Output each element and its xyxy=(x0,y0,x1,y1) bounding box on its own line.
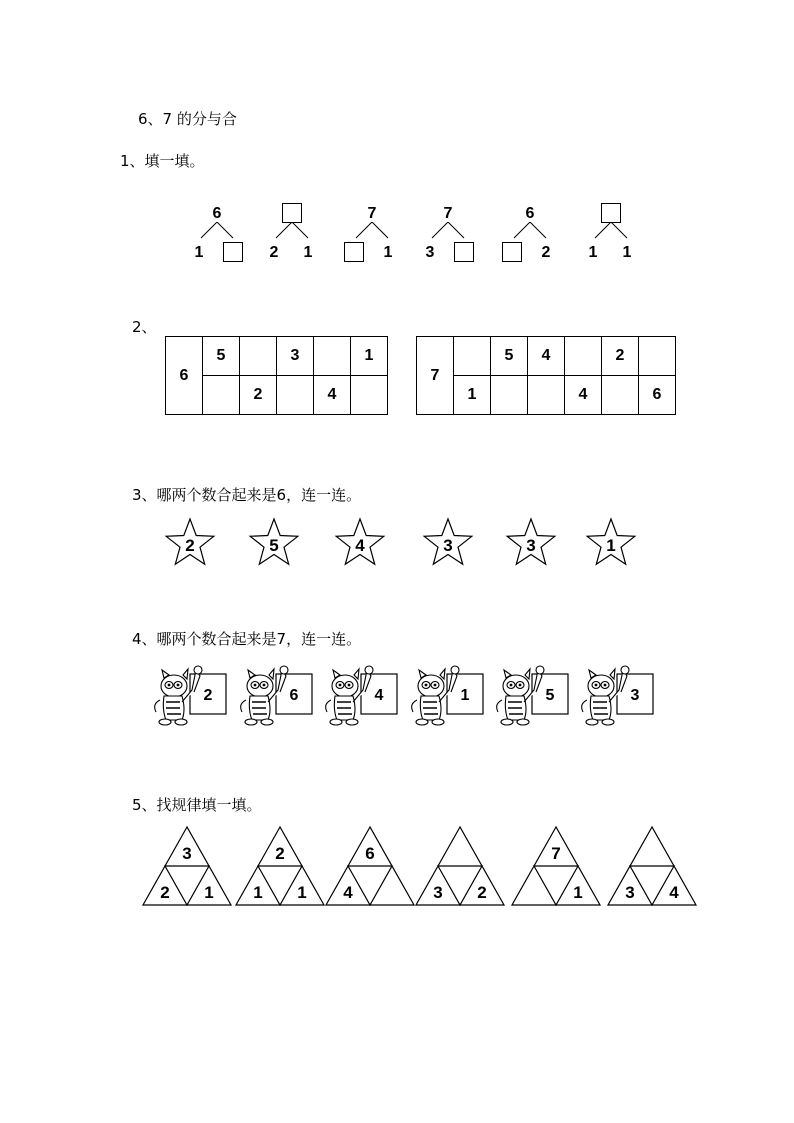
table-cell: 5 xyxy=(491,337,528,376)
triangle-right-number: 1 xyxy=(573,883,583,902)
table-total: 6 xyxy=(166,337,203,415)
bond-right-number: 2 xyxy=(541,244,551,261)
card-number: 3 xyxy=(630,687,640,704)
bond-right-number: 1 xyxy=(303,244,313,261)
number-triangle xyxy=(606,825,698,907)
table-cell: 4 xyxy=(528,337,565,376)
table-total: 7 xyxy=(417,337,454,415)
bond-top-number: 6 xyxy=(212,205,222,222)
bond-top-number: 7 xyxy=(443,205,453,222)
table-cell[interactable] xyxy=(565,337,602,376)
table-cell[interactable] xyxy=(314,337,351,376)
answer-box[interactable] xyxy=(454,242,474,262)
cat-icon xyxy=(238,664,318,728)
number-triangle xyxy=(414,825,506,907)
triangle-right-number: 4 xyxy=(669,883,679,902)
table-cell[interactable] xyxy=(491,376,528,415)
triangle-top-number: 6 xyxy=(365,844,375,863)
star-icon[interactable] xyxy=(246,515,302,569)
card-number: 5 xyxy=(545,687,555,704)
answer-box[interactable] xyxy=(601,203,621,223)
bond-lines xyxy=(342,222,402,242)
split-table xyxy=(416,336,676,415)
star-number: 2 xyxy=(185,536,195,555)
cat-icon xyxy=(494,664,574,728)
q3-label: 3、哪两个数合起来是6，连一连。 xyxy=(132,486,362,504)
star-number: 1 xyxy=(606,536,616,555)
triangle-left-number: 1 xyxy=(253,883,263,902)
q5-label: 5、找规律填一填。 xyxy=(132,796,262,814)
table-cell[interactable] xyxy=(454,337,491,376)
triangle-right-number: 1 xyxy=(204,883,214,902)
page-title: 6、7 的分与合 xyxy=(138,110,237,128)
triangle-top-number: 2 xyxy=(275,844,285,863)
answer-box[interactable] xyxy=(223,242,243,262)
triangle-right-number: 2 xyxy=(477,883,487,902)
bond-right-number: 1 xyxy=(622,244,632,261)
table-cell: 5 xyxy=(203,337,240,376)
cat-icon xyxy=(323,664,403,728)
star-icon[interactable] xyxy=(420,515,476,569)
table-cell[interactable] xyxy=(528,376,565,415)
card-number: 6 xyxy=(289,687,299,704)
table-cell[interactable] xyxy=(203,376,240,415)
table-cell: 2 xyxy=(240,376,277,415)
card-number: 4 xyxy=(374,687,384,704)
star-icon[interactable] xyxy=(503,515,559,569)
card-number: 2 xyxy=(203,687,213,704)
q1-label: 1、填一填。 xyxy=(120,152,205,170)
triangle-top-number: 7 xyxy=(551,844,561,863)
table-cell: 6 xyxy=(639,376,676,415)
q4-label: 4、哪两个数合起来是7，连一连。 xyxy=(132,630,362,648)
q2-label: 2、 xyxy=(132,318,157,336)
table-cell[interactable] xyxy=(351,376,388,415)
star-icon[interactable] xyxy=(332,515,388,569)
table-cell: 1 xyxy=(351,337,388,376)
triangle-right-number: 1 xyxy=(297,883,307,902)
bond-left-number: 3 xyxy=(425,244,435,261)
table-cell[interactable] xyxy=(277,376,314,415)
star-number: 5 xyxy=(269,536,279,555)
bond-lines xyxy=(500,222,560,242)
table-cell: 3 xyxy=(277,337,314,376)
table-cell[interactable] xyxy=(240,337,277,376)
star-number: 3 xyxy=(526,536,536,555)
star-icon[interactable] xyxy=(583,515,639,569)
table-cell: 4 xyxy=(565,376,602,415)
bond-top-number: 6 xyxy=(525,205,535,222)
star-number: 3 xyxy=(443,536,453,555)
triangle-left-number: 2 xyxy=(160,883,170,902)
cat-icon xyxy=(152,664,232,728)
split-table xyxy=(165,336,388,415)
bond-lines xyxy=(581,222,641,242)
cat-icon xyxy=(409,664,489,728)
card-number: 1 xyxy=(460,687,470,704)
bond-left-number: 1 xyxy=(588,244,598,261)
bond-left-number: 1 xyxy=(194,244,204,261)
answer-box[interactable] xyxy=(502,242,522,262)
table-cell: 2 xyxy=(602,337,639,376)
table-cell[interactable] xyxy=(639,337,676,376)
bond-top-number: 7 xyxy=(367,205,377,222)
triangle-left-number: 4 xyxy=(343,883,353,902)
number-triangle xyxy=(141,825,233,907)
table-cell: 1 xyxy=(454,376,491,415)
bond-right-number: 1 xyxy=(383,244,393,261)
triangle-top-number: 3 xyxy=(182,844,192,863)
bond-lines xyxy=(187,222,247,242)
table-cell: 4 xyxy=(314,376,351,415)
triangle-left-number: 3 xyxy=(625,883,635,902)
table-cell[interactable] xyxy=(602,376,639,415)
star-number: 4 xyxy=(355,536,365,555)
bond-lines xyxy=(418,222,478,242)
answer-box[interactable] xyxy=(282,203,302,223)
triangle-left-number: 3 xyxy=(433,883,443,902)
star-icon[interactable] xyxy=(162,515,218,569)
cat-icon xyxy=(579,664,659,728)
number-triangle xyxy=(324,825,416,907)
answer-box[interactable] xyxy=(344,242,364,262)
number-triangle xyxy=(234,825,326,907)
bond-lines xyxy=(262,222,322,242)
number-triangle xyxy=(510,825,602,907)
bond-left-number: 2 xyxy=(269,244,279,261)
